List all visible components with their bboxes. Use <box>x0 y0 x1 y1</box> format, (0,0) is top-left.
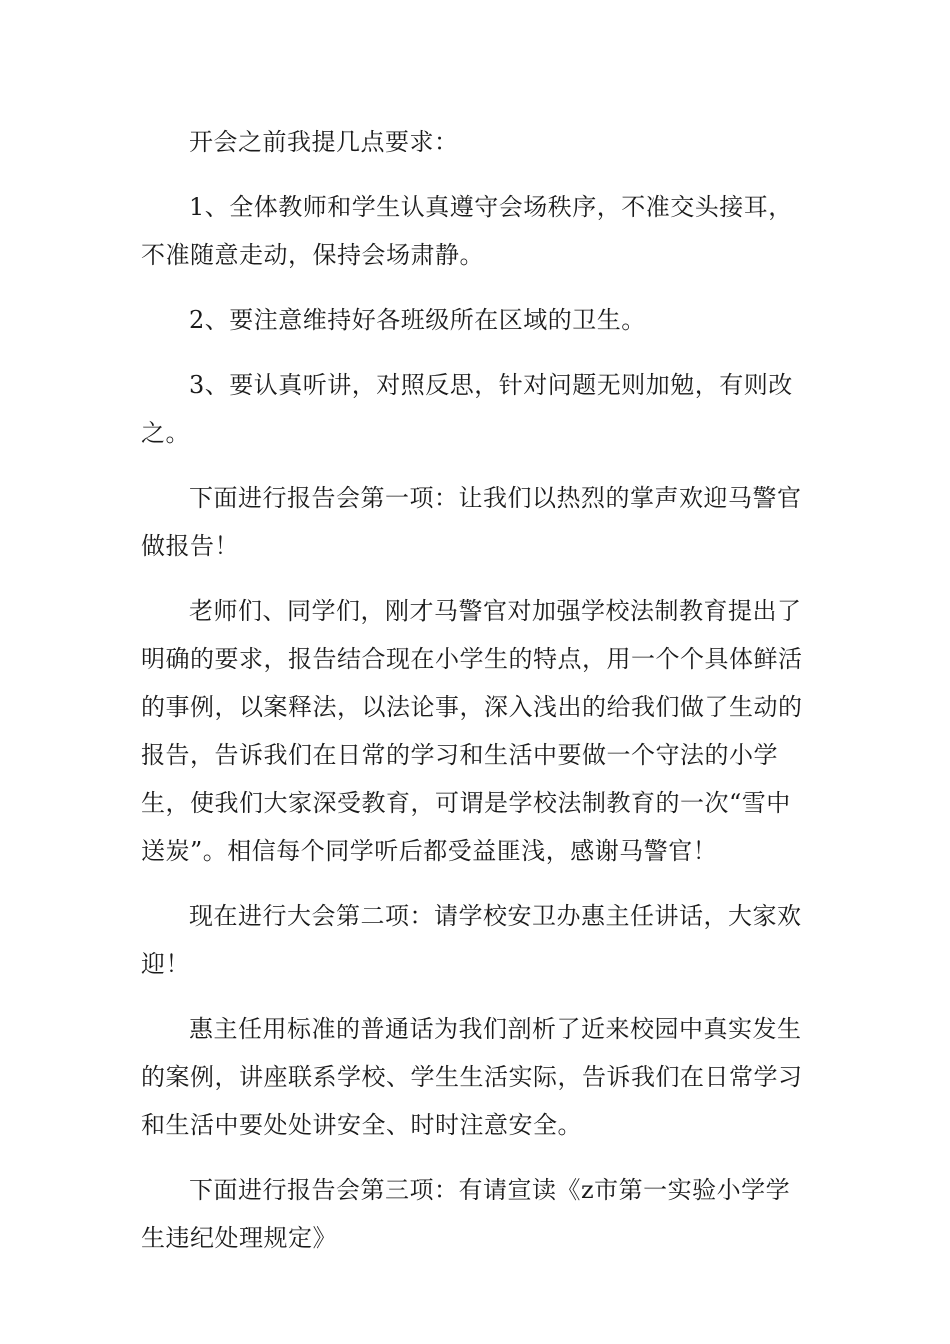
paragraph-item-2-intro: 现在进行大会第二项：请学校安卫办惠主任讲话，大家欢迎！ <box>141 902 802 978</box>
paragraph-item-1-summary: 老师们、同学们，刚才马警官对加强学校法制教育提出了明确的要求，报告结合现在小学生的特点，用一个个具体鲜活的事例，以案释法，以法论事，深入浅出的给我们做了生动的报告，告诉我们在日常的学习和生活中要做一个守法的小学生，使我们大家深受教育，可谓是学校法制教育的一次“雪中送炭”。相信每个同学听后都受益匪浅，感谢马警官！ <box>141 597 803 865</box>
paragraph-requirements-intro: 开会之前我提几点要求： <box>189 128 459 156</box>
paragraph-item-3-intro: 下面进行报告会第三项：有请宣读《z市第一实验小学学生违纪处理规定》 <box>141 1176 791 1252</box>
paragraph-item-2-summary: 惠主任用标准的普通话为我们剖析了近来校园中真实发生的案例，讲座联系学校、学生生活实际，告诉我们在日常学习和生活中要处处讲安全、时时注意安全。 <box>141 1015 803 1139</box>
paragraph-requirement-3: 3、要认真听讲，对照反思，针对问题无则加勉，有则改之。 <box>141 371 793 447</box>
paragraph-requirement-2: 2、要注意维持好各班级所在区域的卫生。 <box>189 306 646 334</box>
document-body <box>141 118 811 1279</box>
paragraph-requirement-1: 1、全体教师和学生认真遵守会场秩序，不准交头接耳，不准随意走动，保持会场肃静。 <box>141 193 793 269</box>
paragraph-item-1-intro: 下面进行报告会第一项：让我们以热烈的掌声欢迎马警官做报告！ <box>141 484 802 560</box>
